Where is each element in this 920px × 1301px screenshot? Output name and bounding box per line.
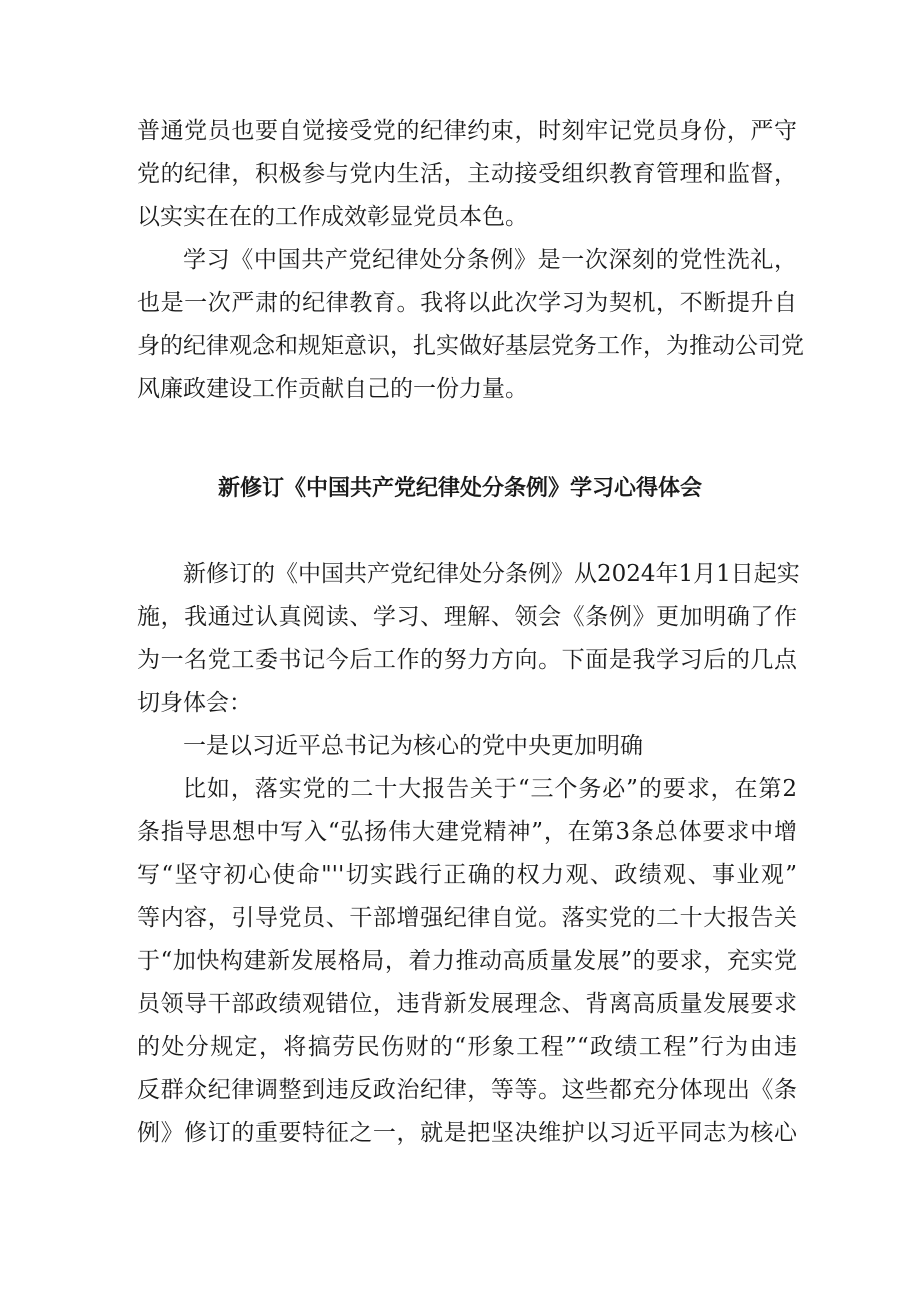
paragraph-line: 切身体会：	[137, 690, 252, 716]
paragraph-line: 写“坚守初心使命"''切实践行正确的权力观、政绩观、事业观”	[137, 862, 797, 888]
paragraph-line: 学习《中国共产党纪律处分条例》是一次深刻的党性洗礼，	[183, 247, 797, 273]
section-heading: 一是以习近平总书记为核心的党中央更加明确	[183, 733, 643, 759]
paragraph-line: 例》修订的重要特征之一，就是把坚决维护以习近平同志为核心	[137, 1120, 797, 1146]
paragraph-line: 等内容，引导党员、干部增强纪律自觉。落实党的二十大报告关	[137, 905, 797, 931]
paragraph-line: 员领导干部政绩观错位，违背新发展理念、背离高质量发展要求	[137, 991, 797, 1017]
paragraph-line: 普通党员也要自觉接受党的纪律约束，时刻牢记党员身份，严守	[137, 118, 797, 144]
paragraph-line: 以实实在在的工作成效彰显党员本色。	[137, 204, 528, 230]
paragraph-line: 反群众纪律调整到违反政治纪律，等等。这些都充分体现出《条	[137, 1077, 797, 1103]
paragraph-line: 为一名党工委书记今后工作的努力方向。下面是我学习后的几点	[137, 647, 797, 673]
paragraph-line: 也是一次严肃的纪律教育。我将以此次学习为契机，不断提升自	[137, 290, 797, 316]
article-title: 新修订《中国共产党纪律处分条例》学习心得体会	[217, 476, 702, 501]
paragraph-line: 施，我通过认真阅读、学习、理解、领会《条例》更加明确了作	[137, 604, 797, 630]
paragraph-line: 党的纪律，积极参与党内生活，主动接受组织教育管理和监督，	[137, 161, 797, 187]
paragraph-line: 条指导思想中写入“弘扬伟大建党精神”，在第3条总体要求中增	[137, 819, 797, 845]
paragraph-line: 比如，落实党的二十大报告关于“三个务必”的要求，在第2	[183, 776, 797, 802]
paragraph-line: 新修订的《中国共产党纪律处分条例》从2024年1月1日起实	[183, 561, 800, 587]
paragraph-line: 风廉政建设工作贡献自己的一份力量。	[137, 376, 528, 402]
paragraph-line: 于“加快构建新发展格局，着力推动高质量发展”的要求，充实党	[137, 948, 797, 974]
paragraph-line: 的处分规定，将搞劳民伤财的“形象工程”“政绩工程”行为由违	[137, 1034, 797, 1060]
paragraph-line: 身的纪律观念和规矩意识，扎实做好基层党务工作，为推动公司党	[137, 333, 804, 359]
